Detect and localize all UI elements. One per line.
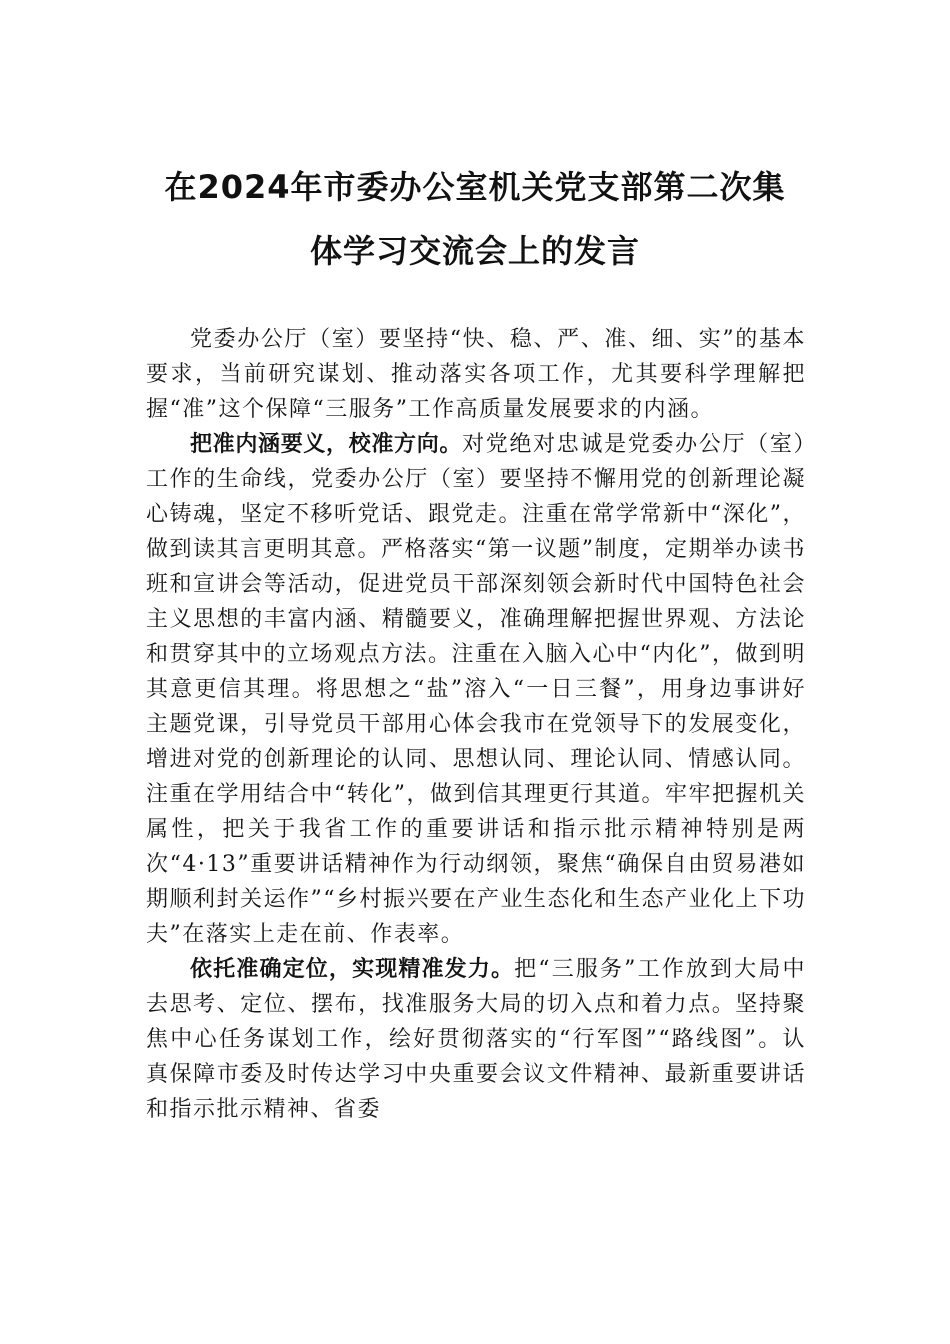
document-body <box>146 322 806 1127</box>
paragraph-text: 把“三服务”工作放到大局中去思考、定位、摆布，找准服务大局的切入点和着力点。坚持聚焦中心任务谋划工作，绘好贯彻落实的“行军图”“路线图”。认真保障市委及时传达学习中央重要会议文件精神、最新重要讲话和指示批示精神、省委 <box>146 957 806 1122</box>
paragraph-intro <box>146 322 806 427</box>
paragraph-lead: 依托准确定位，实现精准发力。 <box>190 957 515 982</box>
title-line-1: 在2024年市委办公室机关党支部第二次集 <box>164 168 786 206</box>
paragraph-direction <box>146 427 806 952</box>
paragraph-text: 对党绝对忠诚是党委办公厅（室）工作的生命线，党委办公厅（室）要坚持不懈用党的创新理论凝心铸魂，坚定不移听党话、跟党走。注重在常学常新中“深化”，做到读其言更明其意。严格落实“第一议题”制度，定期举办读书班和宣讲会等活动，促进党员干部深刻领会新时代中国特色社会主义思想的丰富内涵、精髓要义，准确理解把握世界观、方法论和贯穿其中的立场观点方法。注重在入脑入心中“内化”，做到明其意更信其理。将思想之“盐”溶入“一日三餐”，用身边事讲好主题党课，引导党员干部用心体会我市在党领导下的发展变化，增进对党的创新理论的认同、思想认同、理论认同、情感认同。注重在学用结合中“转化”，做到信其理更行其道。牢牢把握机关属性，把关于我省工作的重要讲话和指示批示精神特别是两次“4·13”重要讲话精神作为行动纲领，聚焦“确保自由贸易港如期顺利封关运作”“乡村振兴要在产业生态化和生态产业化上下功夫”在落实上走在前、作表率。 <box>146 432 806 947</box>
document-title <box>140 155 810 283</box>
paragraph-positioning <box>146 952 806 1127</box>
title-line-2: 体学习交流会上的发言 <box>309 232 640 270</box>
paragraph-text: 党委办公厅（室）要坚持“快、稳、严、准、细、实”的基本要求，当前研究谋划、推动落实各项工作，尤其要科学理解把握“准”这个保障“三服务”工作高质量发展要求的内涵。 <box>146 327 806 422</box>
paragraph-lead: 把准内涵要义，校准方向。 <box>190 432 463 457</box>
